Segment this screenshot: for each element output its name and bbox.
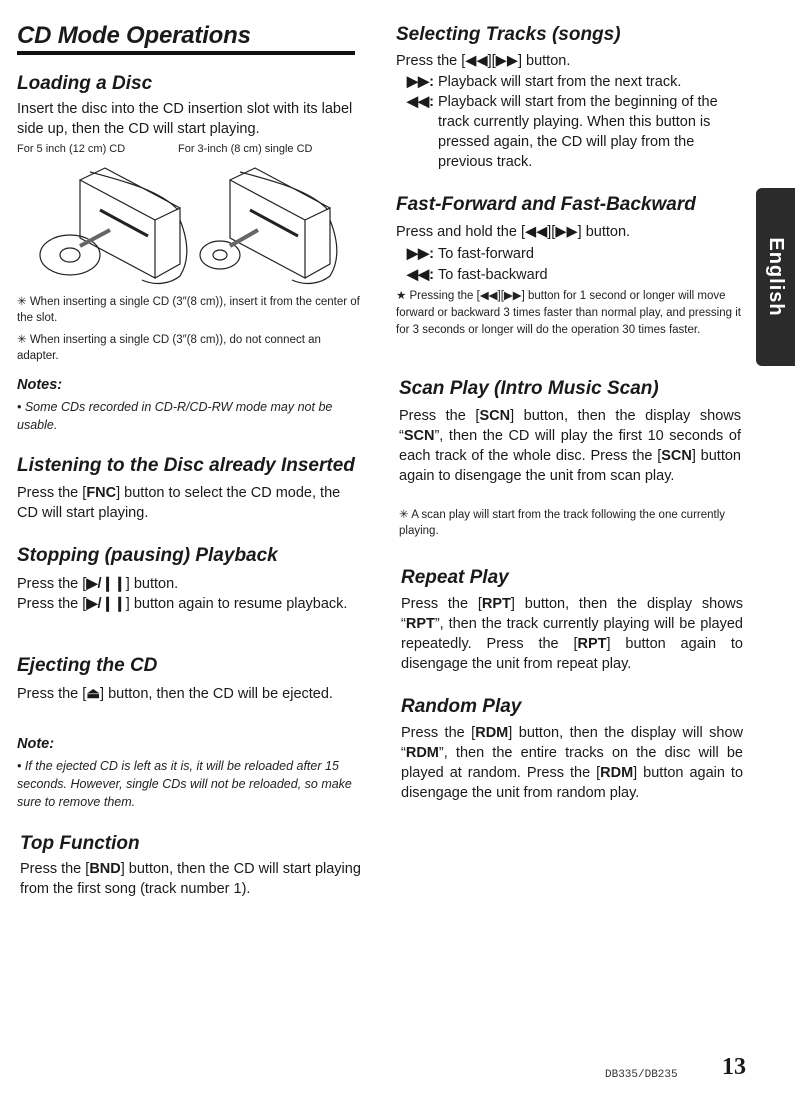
stopping-heading: Stopping (pausing) Playback [17,545,278,566]
fast-note: ★ Pressing the [◀◀][▶▶] button for 1 second or longer will move forward or backward 3 times faster than normal play, and pressing it for 3 seconds or longer will do the operation 30 times faster. [396,290,741,336]
listening-body: Press the [FNC] button to select the CD mode, the CD will start playing. [17,485,341,521]
repeat-heading: Repeat Play [401,567,509,588]
disc-loading-illustration [30,160,350,290]
random-heading: Random Play [401,696,522,717]
scan-note: ✳ A scan play will start from the track following the one currently playing. [399,509,726,537]
model-number: DB335/DB235 [605,1069,678,1081]
fast-backward-row [396,265,746,285]
eject-note-item: • If the ejected CD is left as it is, it will be reloaded after 15 seconds. However, single CDs will not be reloaded, so make sure to remove them. [17,759,352,809]
ejecting-heading: Ejecting the CD [17,655,158,676]
loading-note-1: ✳ When inserting a single CD (3″(8 cm)), insert it from the center of the slot. [17,296,360,324]
page-title: CD Mode Operations [17,22,251,49]
repeat-body: Press the [RPT] button, then the display shows “RPT”, then the track currently playing will be played repeatedly. Press the [RPT] button again to disengage the unit from repeat play. [401,596,743,672]
selecting-intro: Press the [◀◀][▶▶] button. [396,53,571,69]
notes-item: • Some CDs recorded in CD-R/CD-RW mode may not be usable. [17,400,333,432]
stopping-line-1: Press the [▶/❙❙] button. [17,576,179,592]
fast-intro: Press and hold the [◀◀][▶▶] button. [396,224,631,240]
language-tab [756,188,795,366]
fast-forward-icon: ▶▶: [406,74,434,90]
scan-heading: Scan Play (Intro Music Scan) [399,378,659,399]
selecting-next-text: Playback will start from the next track. [438,74,682,90]
eject-note-heading: Note: [17,736,55,752]
fast-backward-text: To fast-backward [438,267,548,283]
rewind-icon: ◀◀: [406,94,434,110]
notes-heading: Notes: [17,377,63,393]
title-rule [17,51,355,55]
caption-5inch: For 5 inch (12 cm) CD [17,143,126,155]
rewind-icon: ◀◀: [406,267,434,283]
loading-heading: Loading a Disc [17,73,153,94]
caption-3inch: For 3-inch (8 cm) single CD [178,143,313,155]
stopping-line-2: Press the [▶/❙❙] button again to resume playback. [17,596,348,612]
top-function-body: Press the [BND] button, then the CD will start playing from the first song (track number 1). [20,861,361,897]
page-number: 13 [722,1054,746,1080]
top-function-heading: Top Function [20,833,140,854]
loading-note-2: ✳ When inserting a single CD (3″(8 cm)), do not connect an adapter. [17,334,321,362]
selecting-heading: Selecting Tracks (songs) [396,24,621,45]
selecting-next-row [396,72,746,92]
fast-heading: Fast-Forward and Fast-Backward [396,194,696,215]
selecting-prev-row [396,92,746,172]
listening-heading: Listening to the Disc already Inserted [17,455,355,476]
random-body: Press the [RDM] button, then the display will show “RDM”, then the entire tracks on the disc will be played at random. Press the [RDM] button again to disengage the unit from random play. [401,725,744,801]
ejecting-body: Press the [⏏] button, then the CD will be ejected. [17,686,333,702]
scan-body: Press the [SCN] button, then the display shows “SCN”, then the CD will play the first 10 seconds of each track of the whole disc. Press the [SCN] button again to disengage the unit from scan play. [399,408,741,484]
fast-forward-row [396,244,746,264]
selecting-prev-text: Playback will start from the beginning of the track currently playing. When this button is pressed again, the CD will play from the previous track. [438,94,718,170]
fast-forward-text: To fast-forward [438,246,534,262]
fast-forward-icon: ▶▶: [406,246,434,262]
language-tab-label: English [765,237,787,317]
loading-body: Insert the disc into the CD insertion slot with its label side up, then the CD will start playing. [17,101,353,137]
